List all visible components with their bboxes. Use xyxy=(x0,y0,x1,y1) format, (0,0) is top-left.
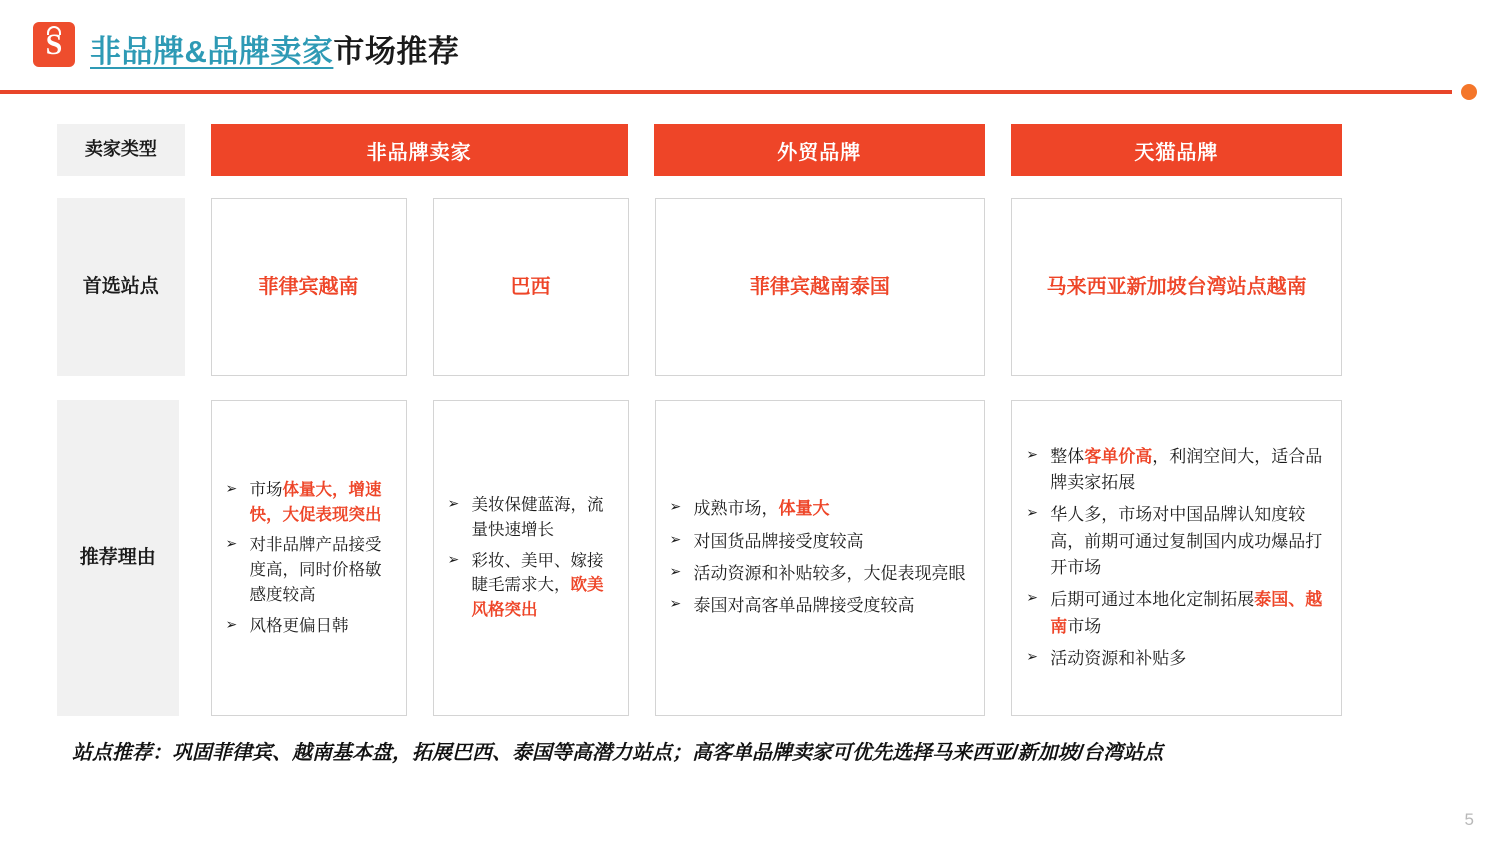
reason-bullet xyxy=(226,478,392,528)
reason-bullet xyxy=(448,493,614,543)
reason-list-nonbrand-a xyxy=(226,478,392,645)
plain-text: 市场 xyxy=(249,480,283,499)
shopee-logo-icon xyxy=(33,22,75,67)
row-spacer-2 xyxy=(57,376,1342,400)
text-line: 越南 xyxy=(318,275,359,298)
text-line: 菲律宾 xyxy=(749,275,810,298)
row-label-reason xyxy=(57,400,179,716)
plain-text: 活动资源和补贴较多，大促表现亮眼 xyxy=(693,564,966,583)
reason-bullet xyxy=(1026,646,1327,672)
plain-text: 彩妆、美甲、嫁接睫毛需求大， xyxy=(471,551,604,595)
table-site-row xyxy=(57,198,1342,376)
highlight-text: 泰国、越南 xyxy=(1050,590,1323,636)
reason-list-tmall-brand xyxy=(1026,444,1327,679)
site-cell-tmall-brand xyxy=(1011,198,1342,376)
reason-bullet xyxy=(670,529,971,555)
plain-text: 对国货品牌接受度较高 xyxy=(693,531,864,551)
plain-text: 美妆保健蓝海，流量快速增长 xyxy=(471,496,604,539)
plain-text: 成熟市场， xyxy=(693,499,779,519)
column-header-tmall-brand: 天猫品牌 xyxy=(1011,124,1342,176)
reason-bullet xyxy=(448,549,614,623)
reason-cell-tmall-brand xyxy=(1011,400,1342,716)
reason-cell-foreign-brand xyxy=(655,400,986,716)
reason-bullet xyxy=(670,593,971,619)
row-spacer-1 xyxy=(57,176,1342,198)
reason-cell-nonbrand-b xyxy=(433,400,629,716)
reason-group-nonbrand xyxy=(211,400,629,716)
reason-bullet xyxy=(1026,444,1327,497)
column-header-foreign-brand: 外贸品牌 xyxy=(654,124,985,176)
reason-list-foreign-brand xyxy=(670,496,971,625)
text-line: 推荐理 xyxy=(79,547,137,569)
table-reason-row xyxy=(57,400,1342,716)
logo-letter: S xyxy=(45,27,63,61)
text-line: 越南 xyxy=(1266,275,1307,298)
reason-bullet xyxy=(1026,587,1327,640)
highlight-text: 体量大 xyxy=(778,499,830,519)
plain-text: 活动资源和补贴多 xyxy=(1050,649,1187,669)
text-line: 点 xyxy=(139,276,159,298)
text-line: 型 xyxy=(138,139,157,160)
recommendation-table xyxy=(57,124,1342,716)
reason-bullet xyxy=(670,496,971,522)
site-cell-nonbrand-a xyxy=(211,198,407,376)
page-title-accent: 非品牌&品牌卖家 xyxy=(90,34,334,69)
plain-text: 整体 xyxy=(1050,446,1085,466)
reason-bullet xyxy=(226,533,392,607)
highlight-text: 欧美风格突出 xyxy=(471,576,604,620)
text-line: 卖家类 xyxy=(84,139,139,160)
site-cell-foreign-brand xyxy=(655,198,986,376)
site-cell-nonbrand-b: 巴西 xyxy=(433,198,629,376)
row-label-seller-type xyxy=(57,124,185,176)
page-title xyxy=(90,26,459,71)
text-line: 首选站 xyxy=(82,276,140,298)
highlight-text: 体量大，增速快，大促表现突出 xyxy=(249,480,382,524)
reason-cell-nonbrand-a xyxy=(211,400,407,716)
slide-header xyxy=(0,0,1500,92)
reason-list-nonbrand-b xyxy=(448,493,614,629)
page-title-rest: 市场推荐 xyxy=(333,34,460,69)
text-line: 泰国 xyxy=(849,275,890,298)
text-line: 越南 xyxy=(809,275,850,298)
plain-text: 后期可通过本地化定制拓展 xyxy=(1050,590,1255,610)
text-line: 台湾站点 xyxy=(1186,275,1267,298)
page-number: 5 xyxy=(1464,810,1474,829)
column-header-nonbrand: 非品牌卖家 xyxy=(211,124,628,176)
text-line: 新加坡 xyxy=(1126,275,1187,298)
text-line: 菲律宾 xyxy=(258,275,319,298)
reason-bullet xyxy=(670,561,971,587)
plain-text: 泰国对高客单品牌接受度较高 xyxy=(693,596,915,616)
header-dot-icon xyxy=(1461,84,1477,100)
row-label-preferred-site xyxy=(57,198,185,376)
plain-text: ，利润空间大，适合品牌卖家拓展 xyxy=(1050,446,1323,492)
text-line: 由 xyxy=(136,547,156,569)
plain-text: 风格更偏日韩 xyxy=(249,616,349,635)
plain-text: 市场 xyxy=(1067,616,1102,636)
reason-bullet xyxy=(1026,502,1327,581)
plain-text: 华人多，市场对中国品牌认知度较高，前期可通过复制国内成功爆品打开市场 xyxy=(1050,505,1323,577)
table-header-row xyxy=(57,124,1342,176)
plain-text: 对非品牌产品接受度高，同时价格敏感度较高 xyxy=(249,536,382,604)
highlight-text: 客单价高 xyxy=(1084,446,1153,466)
header-divider xyxy=(0,90,1452,94)
footer-note: 站点推荐：巩固菲律宾、越南基本盘，拓展巴西、泰国等高潜力站点；高客单品牌卖家可优先选择马来西亚/新加坡/台湾站点 xyxy=(72,742,1164,764)
site-group-nonbrand xyxy=(211,198,629,376)
reason-bullet xyxy=(226,614,392,639)
text-line: 马来西亚 xyxy=(1046,275,1127,298)
